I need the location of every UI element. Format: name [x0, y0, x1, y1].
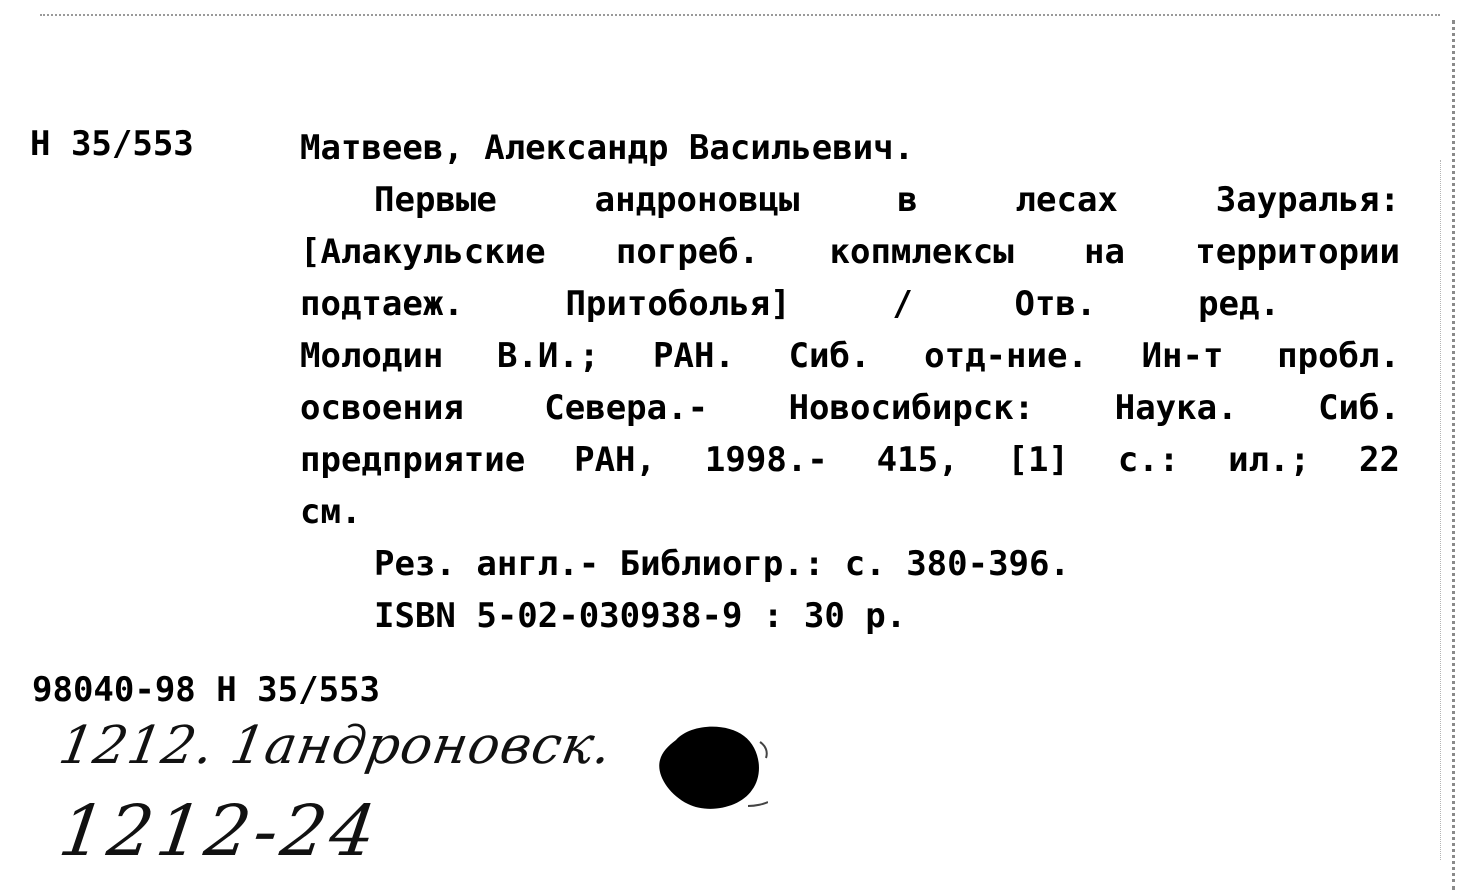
- entry-line-2: [300, 226, 1400, 278]
- word: 415,: [876, 440, 959, 480]
- handwritten-note-2: 1212-24: [54, 790, 385, 872]
- word: с.:: [1117, 440, 1180, 480]
- word: подтаеж.: [300, 284, 464, 324]
- handwritten-note-1: 1212. 1андроновск.: [54, 716, 618, 776]
- card-right-edge-shadow: [1440, 160, 1441, 860]
- word: Севера.-: [544, 388, 709, 428]
- entry-line-7: см.: [300, 492, 362, 532]
- word: В.И.;: [496, 336, 600, 376]
- entry-line-1: [300, 174, 1400, 226]
- word: [Алакульские: [300, 232, 546, 272]
- word: 1998.-: [704, 440, 828, 480]
- word: Сиб.: [788, 336, 871, 376]
- notes-line: Рез. англ.- Библиогр.: с. 380-396.: [374, 544, 1070, 584]
- entry-line-5: [300, 382, 1400, 434]
- entry-line-4: [300, 330, 1400, 382]
- word: освоения: [300, 388, 464, 428]
- word: ред.: [1198, 284, 1280, 324]
- punch-hole: [656, 722, 768, 812]
- word: территории: [1195, 232, 1400, 272]
- author-heading: Матвеев, Александр Васильевич.: [300, 128, 915, 168]
- word: Отв.: [1014, 284, 1097, 324]
- word: предприятие: [300, 440, 526, 480]
- word: Первые: [374, 180, 497, 220]
- word: на: [1084, 232, 1125, 272]
- word: Зауралья:: [1215, 180, 1400, 220]
- word: РАН.: [653, 336, 735, 376]
- word: лесах: [1015, 180, 1118, 220]
- word: Наука.: [1114, 388, 1238, 428]
- word: Притоболья]: [565, 284, 791, 324]
- card-top-edge: [40, 14, 1440, 16]
- word: отд-ние.: [924, 336, 1088, 376]
- word: Сиб.: [1318, 388, 1400, 428]
- word: РАН,: [574, 440, 656, 480]
- word: ил.;: [1228, 440, 1311, 480]
- card-right-edge: [1452, 20, 1455, 890]
- word: пробл.: [1277, 336, 1400, 376]
- word: Новосибирск:: [788, 388, 1035, 428]
- word: Ин-т: [1141, 336, 1224, 376]
- word: [1]: [1007, 440, 1069, 480]
- word: в: [897, 180, 918, 220]
- isbn-line: ISBN 5-02-030938-9 : 30 р.: [374, 596, 907, 636]
- word: андроновцы: [594, 180, 800, 220]
- entry-line-6: [300, 434, 1400, 486]
- entry-line-3: [300, 278, 1280, 330]
- accession-number: 98040-98 Н 35/553: [32, 670, 380, 710]
- word: /: [892, 284, 913, 324]
- bibliographic-entry: [300, 122, 1410, 642]
- word: погреб.: [615, 232, 760, 272]
- word: 22: [1358, 440, 1400, 480]
- word: копмлексы: [829, 232, 1014, 272]
- shelfmark: Н 35/553: [30, 124, 194, 164]
- word: Молодин: [300, 336, 444, 376]
